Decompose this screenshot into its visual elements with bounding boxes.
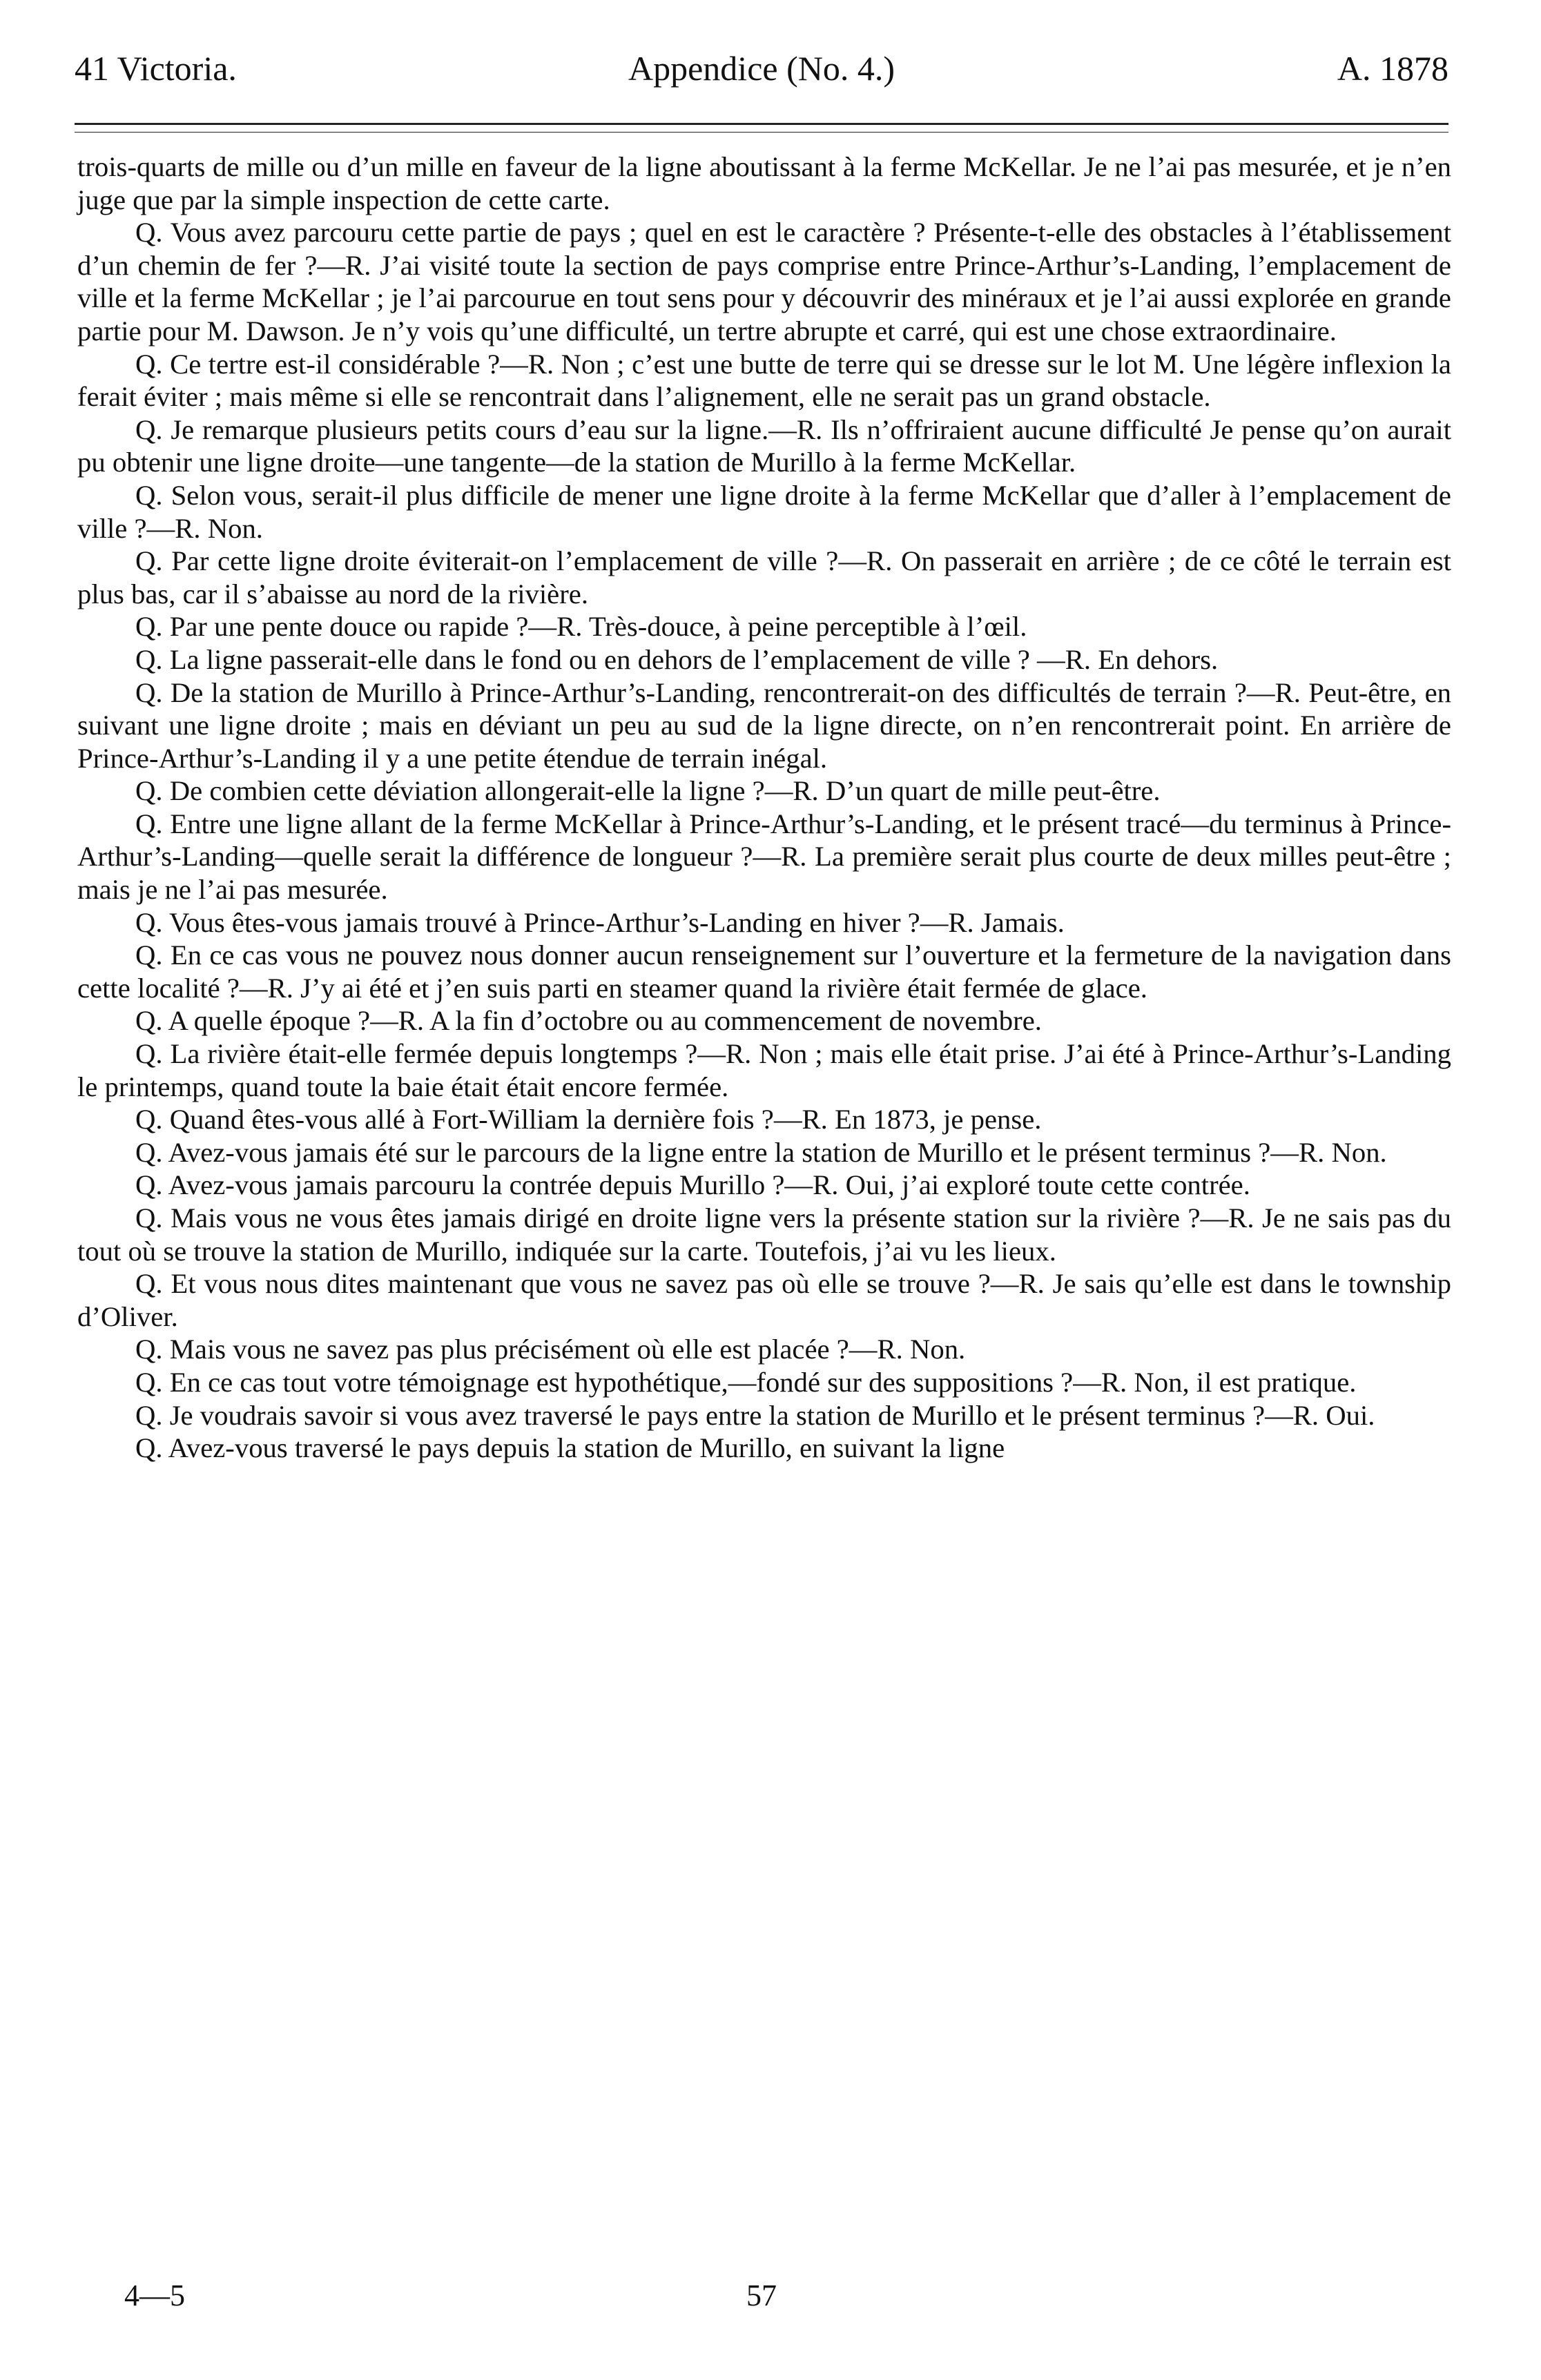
paragraph: Q. Par cette ligne droite éviterait-on l’emplacement de ville ?—R. On passerait en arrière ; de ce côté le terrain est plus bas, car il s’abaisse au nord de la rivière.	[77, 545, 1451, 609]
paragraph: Q. Avez-vous traversé le pays depuis la station de Murillo, en suivant la ligne	[135, 1432, 1005, 1464]
paragraph: Q. Quand êtes-vous allé à Fort-William la dernière fois ?—R. En 1873, je pense.	[135, 1104, 1042, 1135]
paragraph: trois-quarts de mille ou d’un mille en faveur de la ligne aboutissant à la ferme McKellar. Je ne l’ai pas mesurée, et je n’en juge que par la simple inspection de cette carte.	[77, 151, 1451, 215]
header-appendix: Appendice (No. 4.)	[628, 49, 895, 88]
paragraph: Q. En ce cas vous ne pouvez nous donner aucun renseignement sur l’ouverture et la fermeture de la navigation dans cette localité ?—R. J’y ai été et j’en suis parti en steamer quand la rivière était fermée de glace.	[77, 939, 1451, 1004]
paragraph: Q. Avez-vous jamais été sur le parcours de la ligne entre la station de Murillo et le présent terminus ?—R. Non.	[135, 1136, 1387, 1168]
paragraph: Q. Vous avez parcouru cette partie de pays ; quel en est le caractère ? Présente-t-elle des obstacles à l’établissement d’un chemin de fer ?—R. J’ai visité toute la section de pays comprise entre Prince-Arthur’s-Landing, l’emplacement de ville et la ferme McKellar ; je l’ai parcourue en tout sens pour y découvrir des minéraux et je l’ai aussi explorée en grande partie pour M. Dawson. Je n’y vois qu’une difficulté, un tertre abrupte et carré, qui est une chose extraordinaire.	[77, 217, 1451, 347]
paragraph: Q. Entre une ligne allant de la ferme McKellar à Prince-Arthur’s-Landing, et le présent tracé—du terminus à Prince-Arthur’s-Landing—quelle serait la différence de longueur ?—R. La première serait plus courte de deux milles peut-être ; mais je ne l’ai pas mesurée.	[77, 808, 1451, 906]
paragraph: Q. Mais vous ne savez pas plus précisément où elle est placée ?—R. Non.	[135, 1334, 966, 1365]
paragraph: Q. Je voudrais savoir si vous avez traversé le pays entre la station de Murillo et le présent terminus ?—R. Oui.	[135, 1399, 1375, 1431]
page-footer	[75, 2278, 1448, 2316]
paragraph: Q. A quelle époque ?—R. A la fin d’octobre ou au commencement de novembre.	[135, 1005, 1042, 1037]
signature-mark: 4—5	[124, 2279, 185, 2312]
paragraph: Q. Et vous nous dites maintenant que vous ne savez pas où elle se trouve ?—R. Je sais qu’elle est dans le township d’Oliver.	[77, 1268, 1451, 1332]
header-session: 41 Victoria.	[75, 49, 237, 88]
paragraph: Q. De la station de Murillo à Prince-Arthur’s-Landing, rencontrerait-on des difficultés de terrain ?—R. Peut-être, en suivant une ligne droite ; mais en déviant un peu au sud de la ligne directe, on n’en rencontrerait point. En arrière de Prince-Arthur’s-Landing il y a une petite étendue de terrain inégal.	[77, 676, 1451, 774]
paragraph: Q. La rivière était-elle fermée depuis longtemps ?—R. Non ; mais elle était prise. J’ai été à Prince-Arthur’s-Landing le printemps, quand toute la baie était était encore fermée.	[77, 1038, 1451, 1102]
paragraph: Q. Vous êtes-vous jamais trouvé à Prince-Arthur’s-Landing en hiver ?—R. Jamais.	[135, 906, 1065, 938]
paragraph: Q. Selon vous, serait-il plus difficile de mener une ligne droite à la ferme McKellar que d’aller à l’emplacement de ville ?—R. Non.	[77, 479, 1451, 544]
page-header	[75, 48, 1448, 97]
body-text	[77, 150, 1451, 1465]
paragraph: Q. Je remarque plusieurs petits cours d’eau sur la ligne.—R. Ils n’offriraient aucune difficulté Je pense qu’on aurait pu obtenir une ligne droite—une tangente—de la station de Murillo à la ferme McKellar.	[77, 413, 1451, 478]
header-rule	[75, 123, 1448, 133]
paragraph: Q. La ligne passerait-elle dans le fond ou en dehors de l’emplacement de ville ? —R. En dehors.	[135, 643, 1219, 675]
page-number: 57	[746, 2279, 777, 2312]
paragraph: Q. De combien cette déviation allongerait-elle la ligne ?—R. D’un quart de mille peut-être.	[135, 775, 1161, 807]
paragraph: Q. Avez-vous jamais parcouru la contrée depuis Murillo ?—R. Oui, j’ai exploré toute cette contrée.	[135, 1169, 1250, 1201]
header-year: A. 1878	[1337, 49, 1448, 88]
paragraph: Q. Ce tertre est-il considérable ?—R. Non ; c’est une butte de terre qui se dresse sur le lot M. Une légère inflexion la ferait éviter ; mais même si elle se rencontrait dans l’alignement, elle ne serait pas un grand obstacle.	[77, 348, 1451, 413]
paragraph: Q. En ce cas tout votre témoignage est hypothétique,—fondé sur des suppositions ?—R. Non, il est pratique.	[135, 1366, 1357, 1398]
paragraph: Q. Mais vous ne vous êtes jamais dirigé en droite ligne vers la présente station sur la rivière ?—R. Je ne sais pas du tout où se trouve la station de Murillo, indiquée sur la carte. Toutefois, j’ai vu les lieux.	[77, 1202, 1451, 1267]
paragraph: Q. Par une pente douce ou rapide ?—R. Très-douce, à peine perceptible à l’œil.	[135, 611, 1027, 643]
